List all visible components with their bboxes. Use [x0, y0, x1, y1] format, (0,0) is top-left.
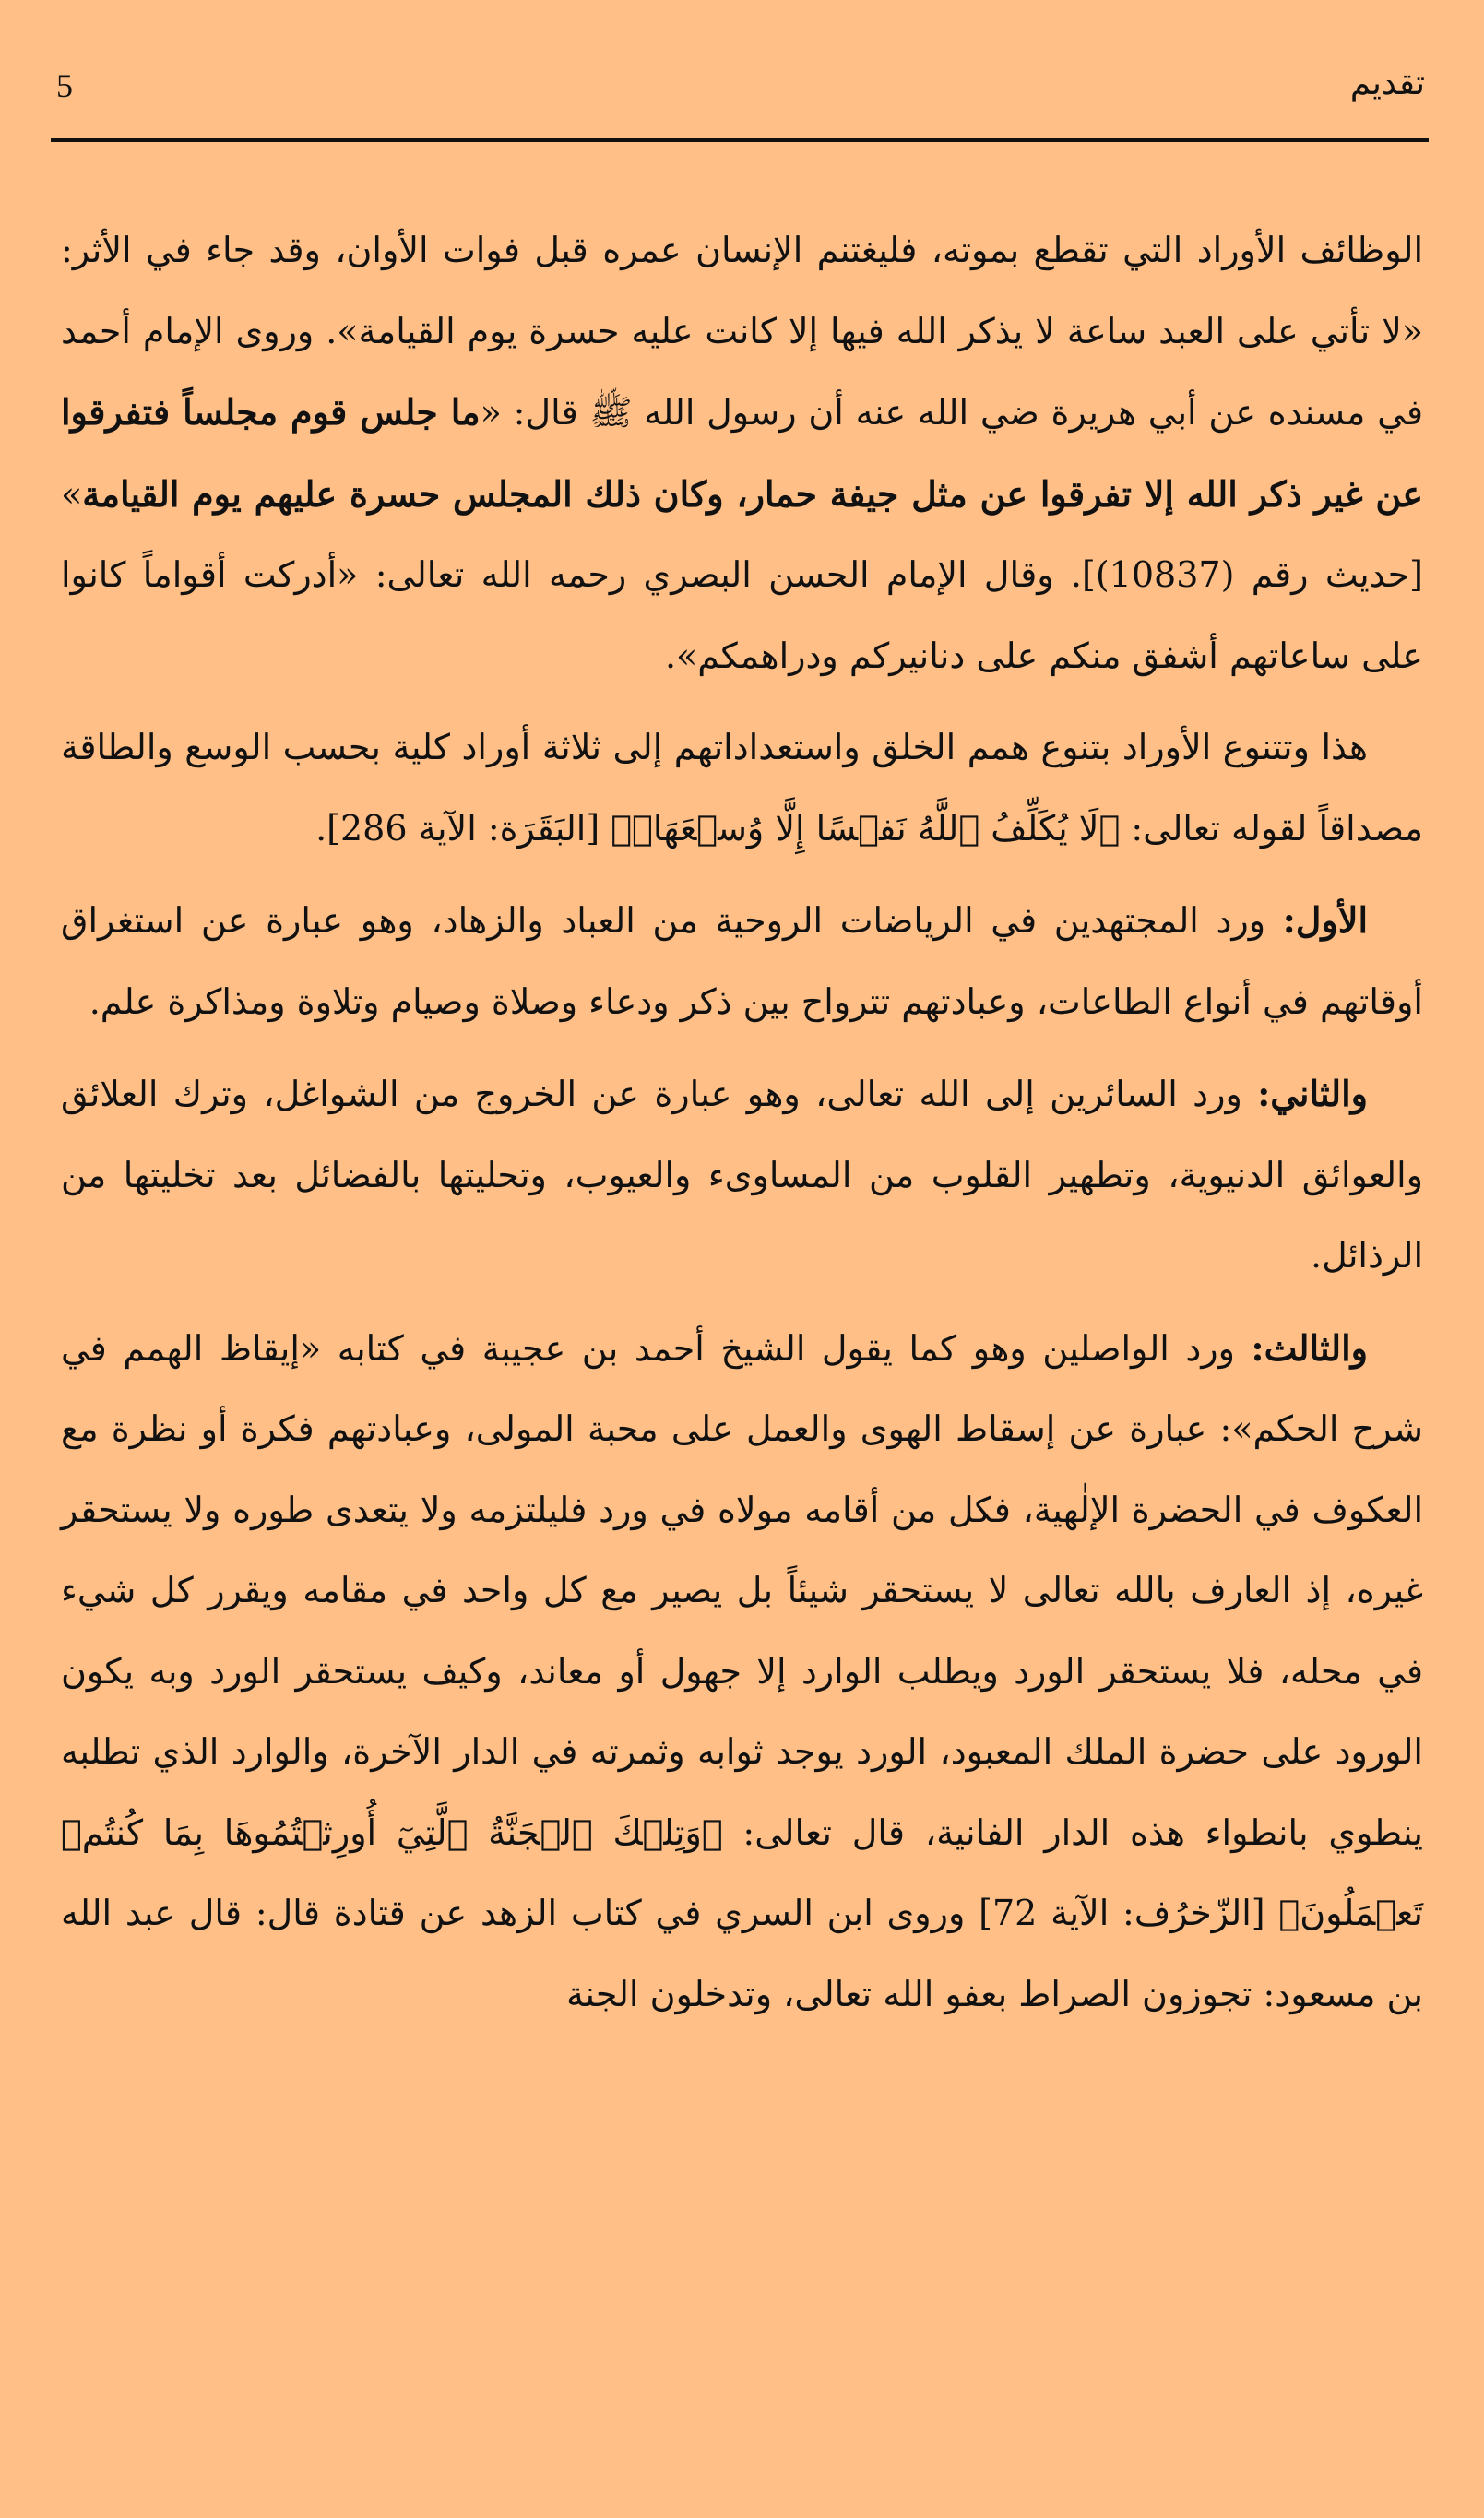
body-text — [61, 210, 1423, 2046]
running-title: تقديم — [1349, 65, 1425, 102]
text-segment: [البَقَرَة: الآية 286]. — [315, 807, 611, 849]
section-label-second: والثاني: — [1257, 1073, 1368, 1114]
text-segment: الوظائف الأوراد التي تقطع بموته، فليغتنم الإنسان عمره قبل فوات الأوان، وقد جاء في الأثر: «لا تأتي على العبد ساعة لا يذكر الله فيها إلا كانت عليه حسرة يوم القيامة». وروى الإمام أحمد في مسنده عن أبي هريرة ضي الله عنه أن رسول الله ﷺ قال: « — [61, 230, 1423, 433]
section-label-first: الأول: — [1282, 899, 1368, 941]
text-segment: » [حديث رقم (10837)]. وقال الإمام الحسن البصري رحمه الله تعالى: «أدركت أقواماً كانوا على ساعاتهم أشفق منكم على دنانيركم ودراهمكم». — [61, 473, 1423, 676]
page-number: 5 — [56, 67, 73, 104]
section-label-third: والثالث: — [1251, 1326, 1368, 1369]
text-segment: ورد السائرين إلى الله تعالى، وهو عبارة عن الخروج من الشواغل، وترك العلائق والعوائق الدنيوية، وتطهير القلوب من المساوىء والعيوب، وتحليتها بالفضائل بعد تخليتها من الرذائل. — [61, 1074, 1423, 1276]
text-segment: هذا وتتنوع الأوراد بتنوع همم الخلق واستعداداتهم إلى ثلاثة أوراد كلية بحسب الوسع والطاقة مصداقاً لقوله تعالى: — [61, 727, 1423, 849]
quran-verse: ﴿وَتِلۡكَ ٱلۡجَنَّةُ ٱلَّتِيٓ أُورِثۡتُمُوهَا بِمَا كُنتُمۡ تَعۡمَلُونَ﴾ — [61, 1811, 1423, 1933]
text-segment: ورد الواصلين وهو كما يقول الشيخ أحمد بن عجيبة في كتابه «إيقاظ الهمم في شرح الحكم»: عبارة عن إسقاط الهوى والعمل على محبة المولى، وعبادتهم فكرة أو نظرة مع العكوف في الحضرة الإلٰهية، فكل من أقامه مولاه في ورد فليلتزمه ولا يتعدى طوره ولا يستحقر غيره، إذ العارف بالله تعالى لا يستحقر شيئاً بل يصير مع كل واحد في مقامه ويقرر كل شيء في محله، فلا يستحقر الورد ويطلب الوارد إلا جهول أو معاند، وكيف يستحقر الورد وبه يكون الورود على حضرة الملك المعبود، الورد يوجد ثوابه وثمرته في الدار الآخرة، والوارد الذي تطلبه ينطوي بانطواء هذه الدار الفانية، قال تعالى: — [61, 1327, 1423, 1853]
paragraph-5 — [61, 1308, 1423, 2036]
paragraph-3 — [61, 880, 1423, 1042]
paragraph-4 — [61, 1053, 1423, 1297]
hadith-bold: ما جلس قوم مجلساً فتفرقوا عن غير ذكر الله إلا تفرقوا عن مثل جيفة حمار، وكان ذلك المجلس حسرة عليهم يوم القيامة — [61, 391, 1423, 515]
paragraph-2 — [61, 707, 1423, 869]
paragraph-1 — [61, 210, 1423, 696]
quran-verse: ﴿لَا يُكَلِّفُ ٱللَّهُ نَفۡسًا إِلَّا وُسۡعَهَاۚ﴾ — [611, 807, 1121, 849]
text-segment: ورد المجتهدين في الرياضات الروحية من العباد والزهاد، وهو عبارة عن استغراق أوقاتهم في أنواع الطاعات، وعبادتهم تترواح بين ذكر ودعاء وصلاة وصيام وتلاوة ومذاكرة علم. — [61, 900, 1423, 1022]
text-segment: [الزّخرُف: الآية 72] وروى ابن السري في كتاب الزهد عن قتادة قال: قال عبد الله بن مسعود: تجوزون الصراط بعفو الله تعالى، وتدخلون الجنة — [61, 1893, 1423, 2014]
page-header — [51, 65, 1429, 142]
